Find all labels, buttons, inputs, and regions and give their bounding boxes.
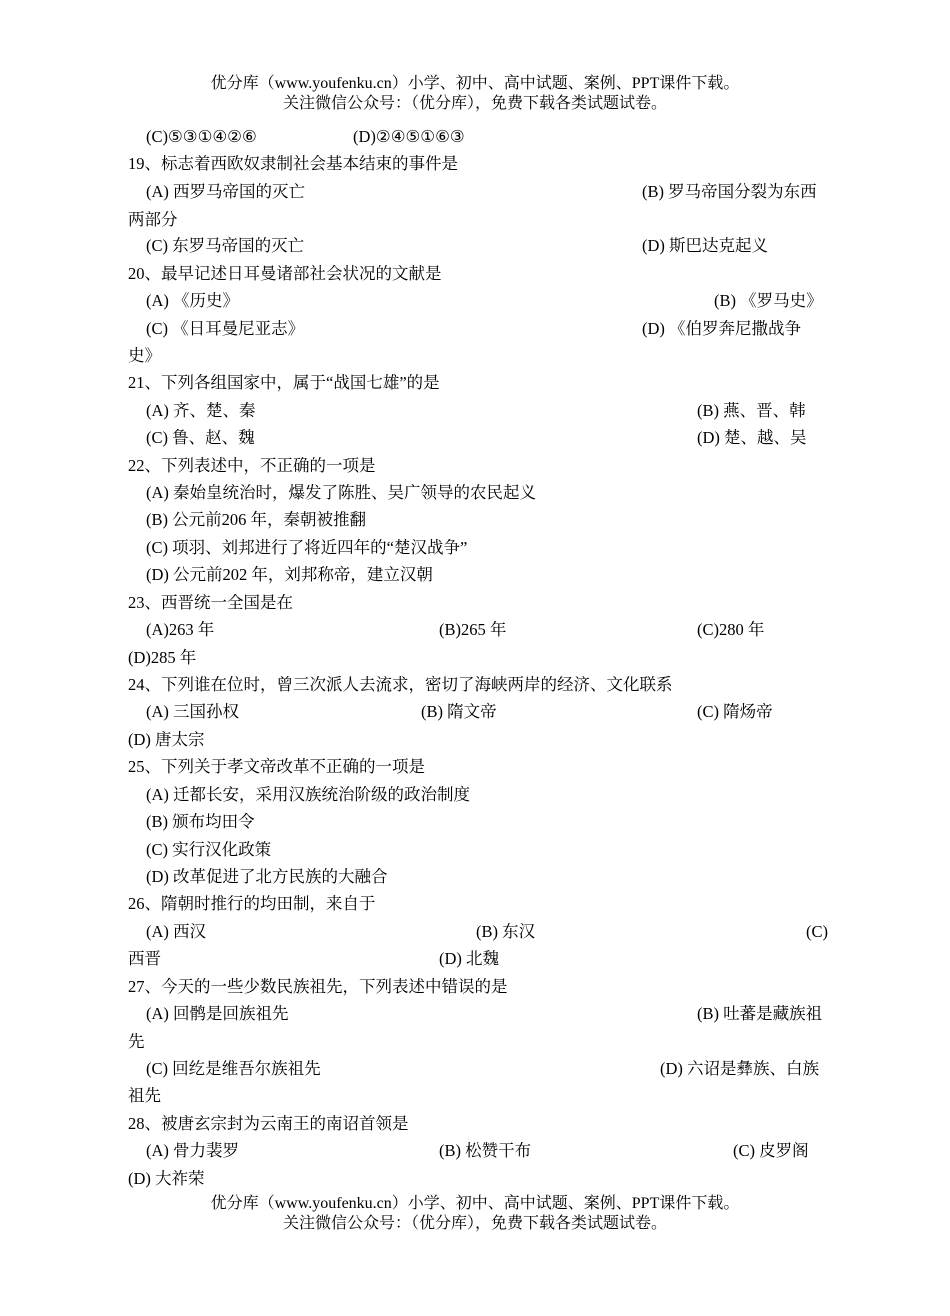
option-d-q27-cont: 祖先 <box>128 1086 161 1105</box>
option-d-q27: (D) 六诏是彝族、白族 <box>660 1059 820 1078</box>
option-c-q25: (C) 实行汉化政策 <box>146 840 272 859</box>
option-c-q19: (C) 东罗马帝国的灭亡 <box>146 236 305 255</box>
question-19: 19、标志着西欧奴隶制社会基本结束的事件是 <box>128 154 458 173</box>
option-d-q25: (D) 改革促进了北方民族的大融合 <box>146 867 388 886</box>
question-24: 24、下列谁在位时，曾三次派人去流求，密切了海峡两岸的经济、文化联系 <box>128 675 673 694</box>
footer-line-2: 关注微信公众号：（优分库），免费下载各类试题试卷。 <box>282 1215 667 1232</box>
option-c-q26: (C) <box>806 922 828 941</box>
option-a-q26: (A) 西汉 <box>146 922 207 941</box>
header-line-2: 关注微信公众号：（优分库），免费下载各类试题试卷。 <box>282 95 667 112</box>
option-b-q24: (B) 隋文帝 <box>421 702 497 721</box>
option-a-q25: (A) 迁都长安，采用汉族统治阶级的政治制度 <box>146 785 471 804</box>
option-d-q22: (D) 公元前202 年，刘邦称帝，建立汉朝 <box>146 565 433 584</box>
option-c-q26-cont: 西晋 <box>128 949 161 968</box>
option-d-q24: (D) 唐太宗 <box>128 730 205 749</box>
option-c-q23: (C)280 年 <box>697 620 765 639</box>
option-d-q20: (D) 《伯罗奔尼撒战争 <box>642 319 802 338</box>
option-d-q18: (D)②④⑤①⑥③ <box>353 127 465 146</box>
option-d-q26: (D) 北魏 <box>439 949 500 968</box>
option-a-q27: (A) 回鹘是回族祖先 <box>146 1004 289 1023</box>
option-b-q22: (B) 公元前206 年，秦朝被推翻 <box>146 510 366 529</box>
footer-line-1: 优分库（www.youfenku.cn）小学、初中、高中试题、案例、PPT课件下载。 <box>210 1195 740 1212</box>
option-d-q19: (D) 斯巴达克起义 <box>642 236 769 255</box>
option-c-q20: (C) 《日耳曼尼亚志》 <box>146 319 305 338</box>
option-d-q23: (D)285 年 <box>128 648 197 667</box>
option-a-q28: (A) 骨力裴罗 <box>146 1141 240 1160</box>
question-20: 20、最早记述日耳曼诸部社会状况的文献是 <box>128 264 442 283</box>
option-a-q22: (A) 秦始皇统治时，爆发了陈胜、吴广领导的农民起义 <box>146 483 537 502</box>
option-b-q27-cont: 先 <box>128 1032 145 1051</box>
option-a-q21: (A) 齐、楚、秦 <box>146 401 256 420</box>
option-b-q21: (B) 燕、晋、韩 <box>697 401 806 420</box>
option-d-q28: (D) 大祚荣 <box>128 1169 205 1188</box>
option-c-q27: (C) 回纥是维吾尔族祖先 <box>146 1059 321 1078</box>
option-b-q23: (B)265 年 <box>439 620 507 639</box>
header-line-1: 优分库（www.youfenku.cn）小学、初中、高中试题、案例、PPT课件下载。 <box>210 75 740 92</box>
option-b-q26: (B) 东汉 <box>476 922 536 941</box>
option-c-q21: (C) 鲁、赵、魏 <box>146 428 255 447</box>
option-b-q19: (B) 罗马帝国分裂为东西 <box>642 182 817 201</box>
option-b-q27: (B) 吐蕃是藏族祖 <box>697 1004 823 1023</box>
option-c-q22: (C) 项羽、刘邦进行了将近四年的“楚汉战争” <box>146 538 468 557</box>
option-d-q20-cont: 史》 <box>128 346 161 365</box>
option-c-q18: (C)⑤③①④②⑥ <box>146 127 257 146</box>
option-a-q23: (A)263 年 <box>146 620 215 639</box>
option-b-q25: (B) 颁布均田令 <box>146 812 255 831</box>
option-a-q19: (A) 西罗马帝国的灭亡 <box>146 182 306 201</box>
option-a-q20: (A) 《历史》 <box>146 291 240 310</box>
option-c-q24: (C) 隋炀帝 <box>697 702 773 721</box>
question-28: 28、被唐玄宗封为云南王的南诏首领是 <box>128 1114 409 1133</box>
option-b-q19-cont: 两部分 <box>128 210 178 229</box>
option-a-q24: (A) 三国孙权 <box>146 702 240 721</box>
question-23: 23、西晋统一全国是在 <box>128 593 293 612</box>
option-c-q28: (C) 皮罗阁 <box>733 1141 809 1160</box>
question-26: 26、隋朝时推行的均田制，来自于 <box>128 894 376 913</box>
question-21: 21、下列各组国家中，属于“战国七雄”的是 <box>128 373 440 392</box>
option-b-q28: (B) 松赞干布 <box>439 1141 532 1160</box>
question-25: 25、下列关于孝文帝改革不正确的一项是 <box>128 757 425 776</box>
option-b-q20: (B) 《罗马史》 <box>714 291 823 310</box>
question-22: 22、下列表述中，不正确的一项是 <box>128 456 376 475</box>
option-d-q21: (D) 楚、越、吴 <box>697 428 807 447</box>
question-27: 27、今天的一些少数民族祖先，下列表述中错误的是 <box>128 977 508 996</box>
